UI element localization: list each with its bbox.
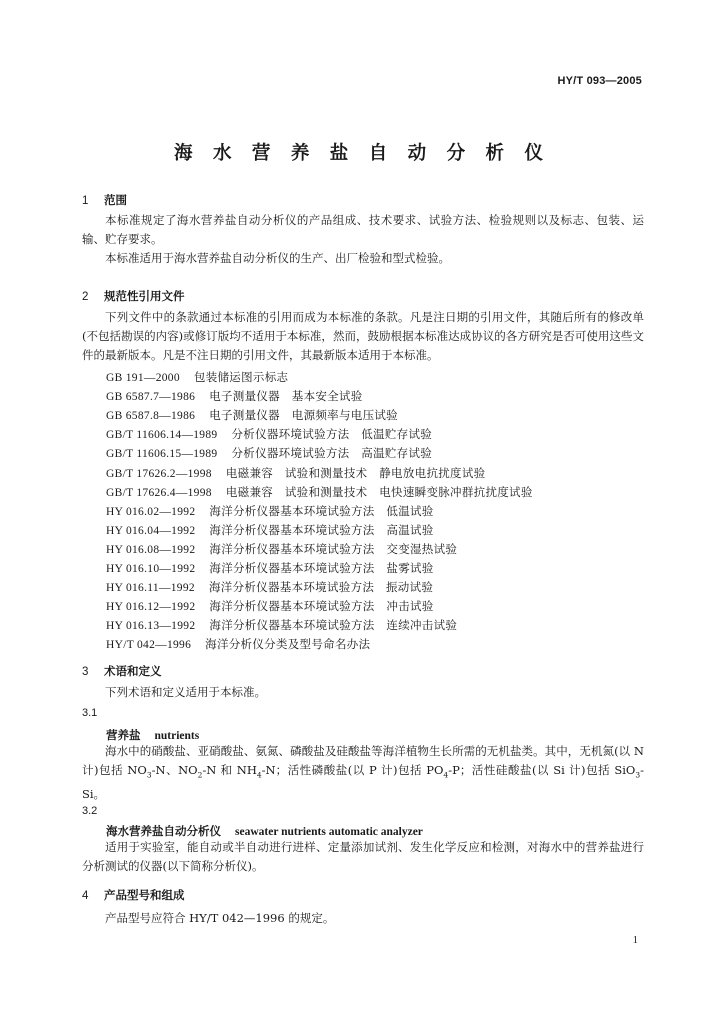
reference-item	[106, 426, 432, 442]
reference-item	[106, 522, 434, 538]
reference-code: HY 016.04—1992	[106, 524, 196, 537]
document-title: 海 水 营 养 盐 自 动 分 析 仪	[174, 143, 550, 164]
section-number: 4	[82, 890, 89, 902]
reference-code: GB 6587.7—1986	[106, 391, 196, 404]
reference-item	[106, 579, 433, 595]
term-heading	[106, 823, 423, 839]
reference-code: HY 016.08—1992	[106, 543, 196, 556]
section-number: 1	[82, 195, 89, 207]
reference-code: HY 016.12—1992	[106, 601, 196, 614]
reference-title: 海洋分析仪器基本环境试验方法 冲击试验	[209, 599, 434, 614]
term-zh: 海水营养盐自动分析仪	[106, 824, 221, 838]
reference-title: 包装储运图示标志	[193, 370, 289, 384]
section-3-intro	[82, 683, 644, 702]
reference-code: GB/T 17626.2—1998	[106, 467, 212, 480]
section-title: 范围	[104, 193, 127, 207]
section-2-heading	[82, 288, 185, 304]
standard-code: HY/T 093—2005	[557, 75, 642, 87]
reference-title: 海洋分析仪器基本环境试验方法 交变湿热试验	[209, 541, 458, 556]
section-title: 产品型号和组成	[104, 888, 185, 902]
reference-item	[106, 465, 485, 481]
reference-title: 海洋分析仪器基本环境试验方法 高温试验	[209, 522, 434, 537]
reference-title: 海洋分析仪分类及型号命名办法	[205, 637, 371, 652]
reference-code: GB 6587.8—1986	[106, 410, 196, 423]
section-number: 3	[82, 666, 89, 678]
reference-code: GB 191—2000	[106, 372, 180, 384]
reference-item	[106, 388, 363, 404]
paragraph: 下列术语和定义适用于本标准。	[105, 685, 266, 699]
section-1-body	[82, 211, 644, 269]
reference-title: 分析仪器环境试验方法 低温贮存试验	[231, 427, 433, 442]
term-number: 3.1	[82, 707, 98, 719]
term-heading	[106, 727, 199, 743]
paragraph: 下列文件中的条款通过本标准的引用而成为本标准的条款。凡是注日期的引用文件，其随后所有的修改单(不包括勘误的内容)或修订版均不适用于本标准，然而，鼓励根据本标准达成协议的各方研究是否可使用这些文件的最新版本。凡是不注日期的引用文件，其最新版本适用于本标准。	[82, 310, 644, 363]
reference-item	[106, 503, 434, 519]
reference-item	[106, 636, 370, 652]
paragraph: 本标准规定了海水营养盐自动分析仪的产品组成、技术要求、试验方法、检验规则以及标志、包装、运输、贮存要求。	[82, 213, 644, 247]
reference-title: 电磁兼容 试验和测量技术 电快速瞬变脉冲群抗扰度试验	[225, 484, 533, 499]
reference-item	[106, 541, 457, 557]
section-3-heading	[82, 663, 162, 679]
reference-code: GB/T 11606.15—1989	[106, 448, 218, 461]
reference-title: 分析仪器环境试验方法 高温贮存试验	[231, 446, 433, 461]
paragraph: 适用于实验室，能自动或半自动进行进样、定量添加试剂、发生化学反应和检测，对海水中的营养盐进行分析测试的仪器(以下简称分析仪)。	[82, 840, 644, 874]
reference-title: 海洋分析仪器基本环境试验方法 连续冲击试验	[209, 618, 458, 633]
section-1-heading	[82, 192, 127, 208]
reference-item	[106, 560, 434, 576]
reference-title: 电子测量仪器 电源频率与电压试验	[209, 408, 398, 423]
reference-code: HY/T 042—1996	[106, 639, 192, 652]
reference-item	[106, 598, 434, 614]
paragraph: 产品型号应符合 HY/T 042—1996 的规定。	[105, 911, 335, 925]
term-number: 3.2	[82, 805, 98, 817]
reference-item	[106, 484, 533, 500]
reference-title: 海洋分析仪器基本环境试验方法 振动试验	[208, 580, 434, 595]
term-zh: 营养盐	[106, 728, 141, 742]
section-number: 2	[82, 291, 89, 303]
reference-code: GB/T 17626.4—1998	[106, 486, 212, 499]
term-definition	[82, 838, 644, 876]
reference-code: HY 016.11—1992	[106, 582, 195, 595]
reference-item	[106, 617, 457, 633]
reference-title: 电子测量仪器 基本安全试验	[209, 389, 363, 404]
reference-code: HY 016.10—1992	[106, 563, 196, 575]
reference-item	[106, 445, 432, 461]
reference-item	[106, 369, 288, 385]
section-4-heading	[82, 887, 185, 903]
section-2-body	[82, 308, 644, 366]
paragraph: 海水中的硝酸盐、亚硝酸盐、氨氮、磷酸盐及硅酸盐等海洋植物生长所需的无机盐类。其中，无机氮(以 N 计)包括 $NO_3-N$、$NO_2-N$ 和 $NH_4-N$；活性磷酸盐(以 P 计)包括 $PO_4-P$；活性硅酸盐(以 Si 计)包括 SiO$_3$-Si。	[82, 744, 644, 801]
reference-code: HY 016.13—1992	[106, 620, 196, 633]
reference-title: 海洋分析仪器基本环境试验方法 低温试验	[209, 503, 434, 518]
section-title: 术语和定义	[104, 664, 162, 678]
reference-title: 海洋分析仪器基本环境试验方法 盐雾试验	[209, 561, 434, 575]
reference-item	[106, 407, 398, 423]
term-en: seawater nutrients automatic analyzer	[235, 826, 423, 838]
section-title: 规范性引用文件	[104, 289, 185, 303]
reference-code: HY 016.02—1992	[106, 505, 196, 518]
term-definition	[82, 742, 644, 804]
page-number: 1	[632, 935, 638, 946]
term-en: nutrients	[154, 730, 200, 742]
section-4-body	[82, 909, 644, 928]
reference-title: 电磁兼容 试验和测量技术 静电放电抗扰度试验	[225, 465, 486, 480]
paragraph: 本标准适用于海水营养盐自动分析仪的生产、出厂检验和型式检验。	[105, 251, 450, 266]
reference-code: GB/T 11606.14—1989	[106, 429, 218, 442]
